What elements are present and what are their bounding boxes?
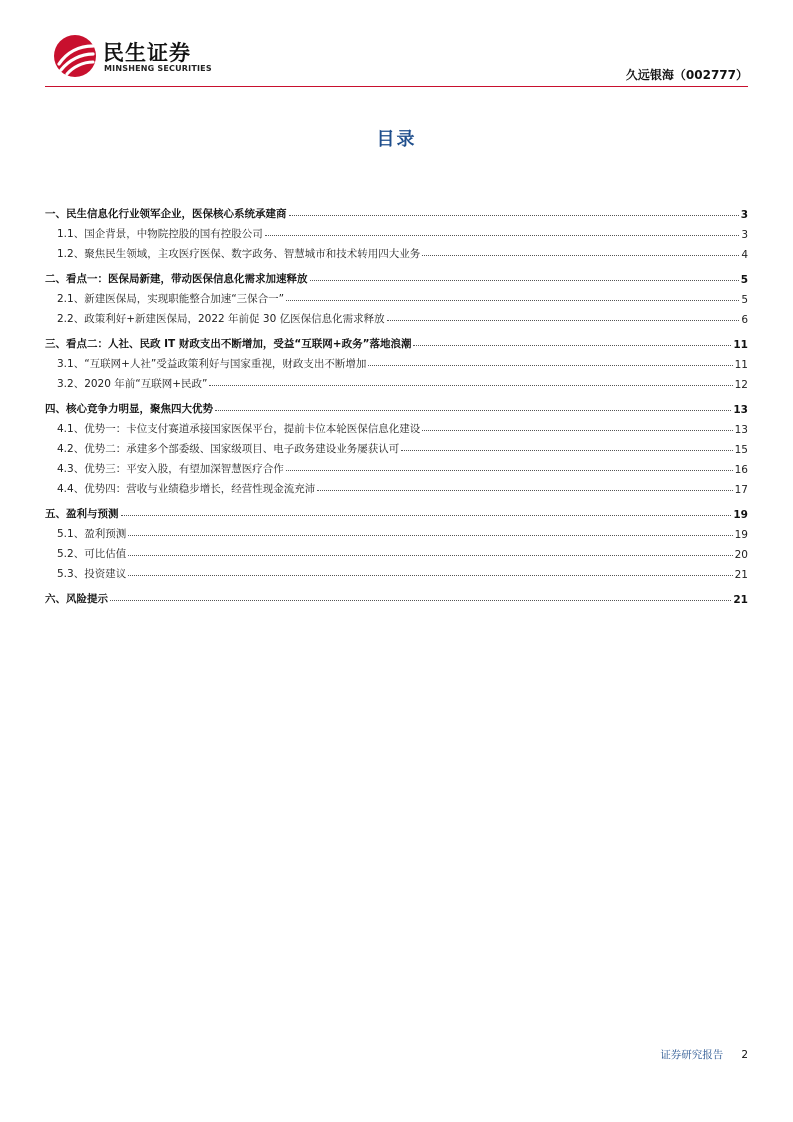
toc-item-label: 4.4、优势四：营收与业绩稳步增长，经营性现金流充沛 [57,483,316,495]
toc-item-label: 1.1、国企背景，中物院控股的国有控股公司 [57,228,263,240]
minsheng-logo-icon [53,34,97,78]
toc-section-3[interactable] [45,329,748,351]
toc-item-label: 5.3、投资建议 [57,568,127,580]
minsheng-logo [53,34,223,78]
logo-chinese-name: 民生证券 [103,41,191,65]
toc-item-1-1[interactable] [45,221,748,241]
toc-section-4[interactable] [45,394,748,416]
toc-page-number: 16 [734,464,748,476]
toc-leader-dots [422,255,739,256]
toc-item-label: 4.3、优势三：平安入股，有望加深智慧医疗合作 [57,463,284,475]
toc-leader-dots [317,490,732,491]
toc-section-label: 二、看点一：医保局新建，带动医保信息化需求加速释放 [45,273,308,285]
footer-report-label: 证券研究报告 [660,1049,724,1061]
toc-leader-dots [128,575,732,576]
toc-item-label: 4.1、优势一：卡位支付赛道承接国家医保平台，提前卡位本轮医保信息化建设 [57,423,421,435]
page-footer [660,1047,748,1062]
toc-leader-dots [286,300,739,301]
footer-page-number: 2 [741,1049,748,1061]
toc-section-5[interactable] [45,499,748,521]
toc-page-number: 5 [740,274,748,286]
toc-item-label: 2.2、政策利好+新建医保局，2022 年前促 30 亿医保信息化需求释放 [57,313,385,325]
toc-section-label: 四、核心竞争力明显，聚焦四大优势 [45,403,213,415]
company-name: 久远银海（002777） [625,68,748,82]
toc-item-label: 3.2、2020 年前“互联网+民政” [57,378,208,390]
toc-page-number: 13 [734,424,748,436]
toc-leader-dots [422,430,732,431]
toc-page-number: 12 [734,379,748,391]
table-of-contents [45,196,748,606]
toc-leader-dots [413,345,731,346]
toc-leader-dots [310,280,739,281]
toc-page-number: 19 [733,509,748,521]
toc-section-label: 一、民生信息化行业领军企业，医保核心系统承建商 [45,208,287,220]
toc-item-4-4[interactable] [45,476,748,496]
toc-leader-dots [209,385,732,386]
toc-item-5-2[interactable] [45,541,748,561]
toc-page-number: 17 [734,484,748,496]
header-divider [45,86,748,87]
toc-page-number: 3 [741,229,748,241]
toc-section-label: 六、风险提示 [45,593,108,605]
toc-item-3-1[interactable] [45,351,748,371]
toc-section-6[interactable] [45,584,748,606]
toc-page-number: 5 [741,294,748,306]
toc-leader-dots [215,410,731,411]
toc-item-2-2[interactable] [45,306,748,326]
toc-item-1-2[interactable] [45,241,748,261]
toc-item-5-1[interactable] [45,521,748,541]
toc-page-number: 15 [734,444,748,456]
toc-leader-dots [128,555,732,556]
page-header [45,28,748,88]
toc-item-3-2[interactable] [45,371,748,391]
toc-section-label: 三、看点二：人社、民政 IT 财政支出不断增加，受益“互联网+政务”落地浪潮 [45,338,412,350]
toc-item-2-1[interactable] [45,286,748,306]
toc-page-number: 19 [734,529,748,541]
toc-section-2[interactable] [45,264,748,286]
toc-item-label: 4.2、优势二：承建多个部委级、国家级项目、电子政务建设业务屡获认可 [57,443,400,455]
toc-section-1[interactable] [45,199,748,221]
toc-page-number: 3 [740,209,748,221]
toc-item-label: 3.1、“互联网+人社”受益政策利好与国家重视，财政支出不断增加 [57,358,367,370]
toc-item-label: 2.1、新建医保局，实现职能整合加速“三保合一” [57,293,285,305]
toc-item-4-3[interactable] [45,456,748,476]
toc-page-number: 11 [734,359,748,371]
logo-english-name: MINSHENG SECURITIES [104,64,212,73]
toc-section-label: 五、盈利与预测 [45,508,119,520]
toc-leader-dots [401,450,732,451]
toc-leader-dots [289,215,739,216]
toc-leader-dots [286,470,733,471]
toc-item-label: 1.2、聚焦民生领域，主攻医疗医保、数字政务、智慧城市和技术转用四大业务 [57,248,421,260]
toc-title: 目录 [376,129,417,150]
toc-leader-dots [110,600,731,601]
toc-page-number: 21 [733,594,748,606]
toc-page-number: 11 [733,339,748,351]
toc-item-4-1[interactable] [45,416,748,436]
toc-leader-dots [121,515,732,516]
toc-item-label: 5.1、盈利预测 [57,528,127,540]
toc-leader-dots [387,320,740,321]
toc-item-label: 5.2、可比估值 [57,548,127,560]
toc-page-number: 4 [741,249,748,261]
toc-leader-dots [265,235,740,236]
toc-page-number: 20 [734,549,748,561]
toc-page-number: 21 [734,569,748,581]
toc-item-4-2[interactable] [45,436,748,456]
toc-page-number: 6 [741,314,748,326]
toc-leader-dots [128,535,732,536]
toc-page-number: 13 [733,404,748,416]
toc-item-5-3[interactable] [45,561,748,581]
toc-leader-dots [368,365,732,366]
